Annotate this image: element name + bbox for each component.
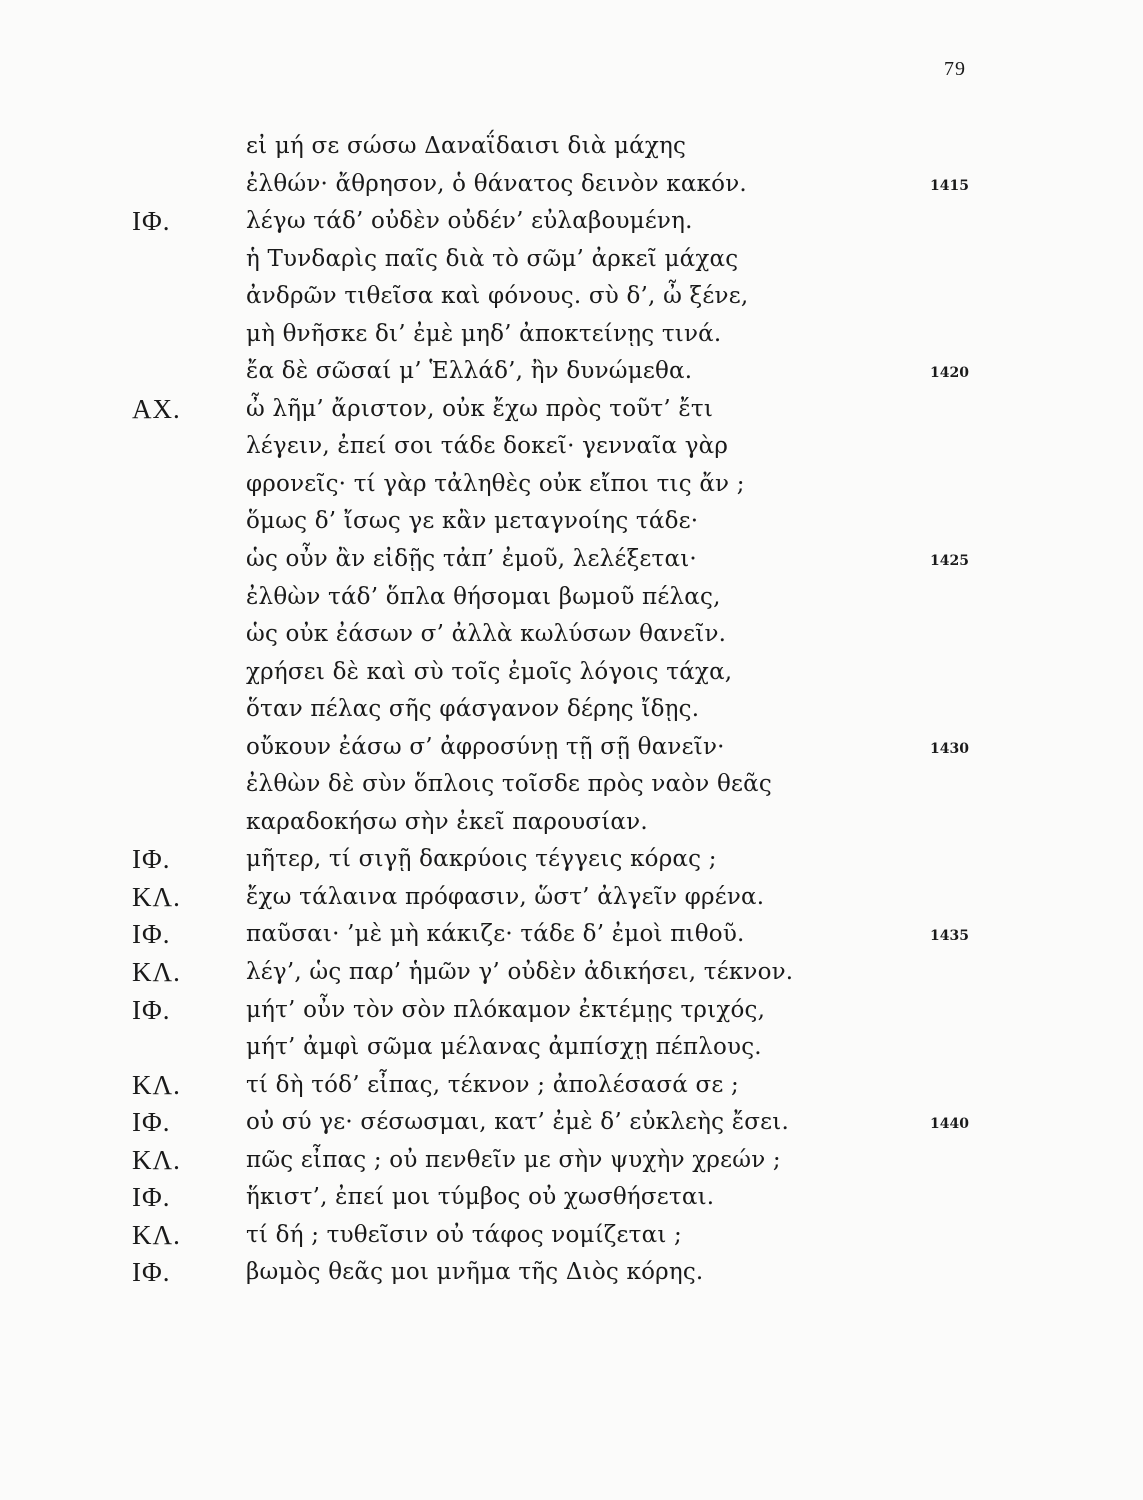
verse-text: οὔκουν ἐάσω σ’ ἀφροσύνῃ τῇ σῇ θανεῖν· <box>246 733 725 760</box>
line-number: 1440 <box>930 1116 969 1133</box>
verse-text: λέγειν, ἐπεί σοι τάδε δοκεῖ· γενναῖα γὰρ <box>246 433 729 460</box>
verse-line <box>0 466 1143 504</box>
speaker-label: ΙΦ. <box>132 1257 171 1288</box>
verse-line <box>0 1142 1143 1180</box>
speaker-label: ΚΛ. <box>132 1219 181 1250</box>
verse-text: ἔχω τάλαινα πρόφασιν, ὥστ’ ἀλγεῖν φρένα. <box>246 883 765 910</box>
verse-line <box>0 916 1143 954</box>
verse-line <box>0 579 1143 617</box>
speaker-label: ΑΧ. <box>132 393 181 424</box>
verse-text: ὅταν πέλας σῆς φάσγανον δέρης ἴδῃς. <box>246 696 700 723</box>
verse-text: ὅμως δ’ ἴσως γε κἂν μεταγνοίης τάδε· <box>246 508 699 535</box>
verse-text: ἐλθών· ἄθρησον, ὁ θάνατος δεινὸν κακόν. <box>246 170 747 197</box>
verse-line <box>0 316 1143 354</box>
verse-text: μῆτερ, τί σιγῇ δακρύοις τέγγεις κόρας ; <box>246 846 717 873</box>
page-number: 79 <box>944 58 966 80</box>
verse-line <box>0 203 1143 241</box>
verse-line <box>0 541 1143 579</box>
verse-line <box>0 729 1143 767</box>
verse-lines <box>0 128 1143 1292</box>
verse-line <box>0 766 1143 804</box>
speaker-label: ΚΛ. <box>132 957 181 988</box>
verse-text: λέγω τάδ’ οὐδὲν οὐδέν’ εὐλαβουμένη. <box>246 208 693 235</box>
verse-text: ἔα δὲ σῶσαί μ’ Ἑλλάδ’, ἢν δυνώμεθα. <box>246 358 693 385</box>
verse-text: παῦσαι· ’μὲ μὴ κάκιζε· τάδε δ’ ἐμοὶ πιθοῦ. <box>246 921 745 948</box>
verse-text: ἀνδρῶν τιθεῖσα καὶ φόνους. σὺ δ’, ὦ ξένε, <box>246 283 749 310</box>
verse-text: ἥκιστ’, ἐπεί μοι τύμβος οὐ χωσθήσεται. <box>246 1184 715 1211</box>
verse-text: τί δὴ τόδ’ εἶπας, τέκνον ; ἀπολέσασά σε ; <box>246 1071 739 1098</box>
speaker-label: ΙΦ. <box>132 1107 171 1138</box>
verse-line <box>0 1254 1143 1292</box>
line-number: 1430 <box>930 740 969 757</box>
verse-line <box>0 1104 1143 1142</box>
verse-line <box>0 503 1143 541</box>
verse-line <box>0 992 1143 1030</box>
verse-line <box>0 1217 1143 1255</box>
verse-line <box>0 1029 1143 1067</box>
verse-text: ὡς οὐκ ἐάσων σ’ ἀλλὰ κωλύσων θανεῖν. <box>246 621 727 648</box>
verse-line <box>0 1179 1143 1217</box>
verse-text: καραδοκήσω σὴν ἐκεῖ παρουσίαν. <box>246 808 648 835</box>
verse-line <box>0 1067 1143 1105</box>
verse-text: ἐλθὼν τάδ’ ὅπλα θήσομαι βωμοῦ πέλας, <box>246 583 721 610</box>
verse-line <box>0 954 1143 992</box>
verse-text: πῶς εἶπας ; οὐ πενθεῖν με σὴν ψυχὴν χρεών ; <box>246 1146 781 1173</box>
verse-text: μὴ θνῆσκε δι’ ἐμὲ μηδ’ ἀποκτείνῃς τινά. <box>246 320 722 347</box>
verse-line <box>0 428 1143 466</box>
verse-line <box>0 353 1143 391</box>
verse-text: τί δή ; τυθεῖσιν οὐ τάφος νομίζεται ; <box>246 1221 682 1248</box>
verse-line <box>0 166 1143 204</box>
verse-text: λέγ’, ὡς παρ’ ἡμῶν γ’ οὐδὲν ἀδικήσει, τέκνον. <box>246 959 794 986</box>
line-number: 1435 <box>930 928 969 945</box>
speaker-label: ΚΛ. <box>132 1144 181 1175</box>
speaker-label: ΚΛ. <box>132 1069 181 1100</box>
speaker-label: ΙΦ. <box>132 844 171 875</box>
verse-text: μήτ’ οὖν τὸν σὸν πλόκαμον ἐκτέμῃς τριχός, <box>246 996 766 1023</box>
verse-line <box>0 241 1143 279</box>
verse-text: φρονεῖς· τί γὰρ τἀληθὲς οὐκ εἴποι τις ἄν ; <box>246 470 745 497</box>
verse-line <box>0 391 1143 429</box>
verse-text: ὡς οὖν ἂν εἰδῇς τἀπ’ ἐμοῦ, λελέξεται· <box>246 546 697 573</box>
verse-line <box>0 879 1143 917</box>
line-number: 1420 <box>930 365 969 382</box>
speaker-label: ΙΦ. <box>132 206 171 237</box>
verse-line <box>0 841 1143 879</box>
verse-line <box>0 691 1143 729</box>
speaker-label: ΙΦ. <box>132 1182 171 1213</box>
verse-text: εἰ μή σε σώσω Δαναΐδαισι διὰ μάχης <box>246 133 687 159</box>
verse-text: μήτ’ ἀμφὶ σῶμα μέλανας ἀμπίσχῃ πέπλους. <box>246 1034 762 1061</box>
verse-text: ἐλθὼν δὲ σὺν ὅπλοις τοῖσδε πρὸς ναὸν θεᾶς <box>246 771 772 798</box>
verse-text: βωμὸς θεᾶς μοι μνῆμα τῆς Διὸς κόρης. <box>246 1259 704 1286</box>
verse-text: οὐ σύ γε· σέσωσμαι, κατ’ ἐμὲ δ’ εὐκλεὴς ἔσει. <box>246 1109 789 1136</box>
verse-line <box>0 278 1143 316</box>
verse-line <box>0 654 1143 692</box>
verse-text: χρήσει δὲ καὶ σὺ τοῖς ἐμοῖς λόγοις τάχα, <box>246 658 733 685</box>
line-number: 1415 <box>930 177 969 194</box>
verse-text: ἡ Τυνδαρὶς παῖς διὰ τὸ σῶμ’ ἀρκεῖ μάχας <box>246 245 739 272</box>
verse-line <box>0 616 1143 654</box>
line-number: 1425 <box>930 553 969 570</box>
speaker-label: ΙΦ. <box>132 919 171 950</box>
verse-text: ὦ λῆμ’ ἄριστον, οὐκ ἔχω πρὸς τοῦτ’ ἔτι <box>246 395 714 422</box>
verse-line <box>0 804 1143 842</box>
speaker-label: ΚΛ. <box>132 881 181 912</box>
verse-line <box>0 128 1143 166</box>
speaker-label: ΙΦ. <box>132 994 171 1025</box>
